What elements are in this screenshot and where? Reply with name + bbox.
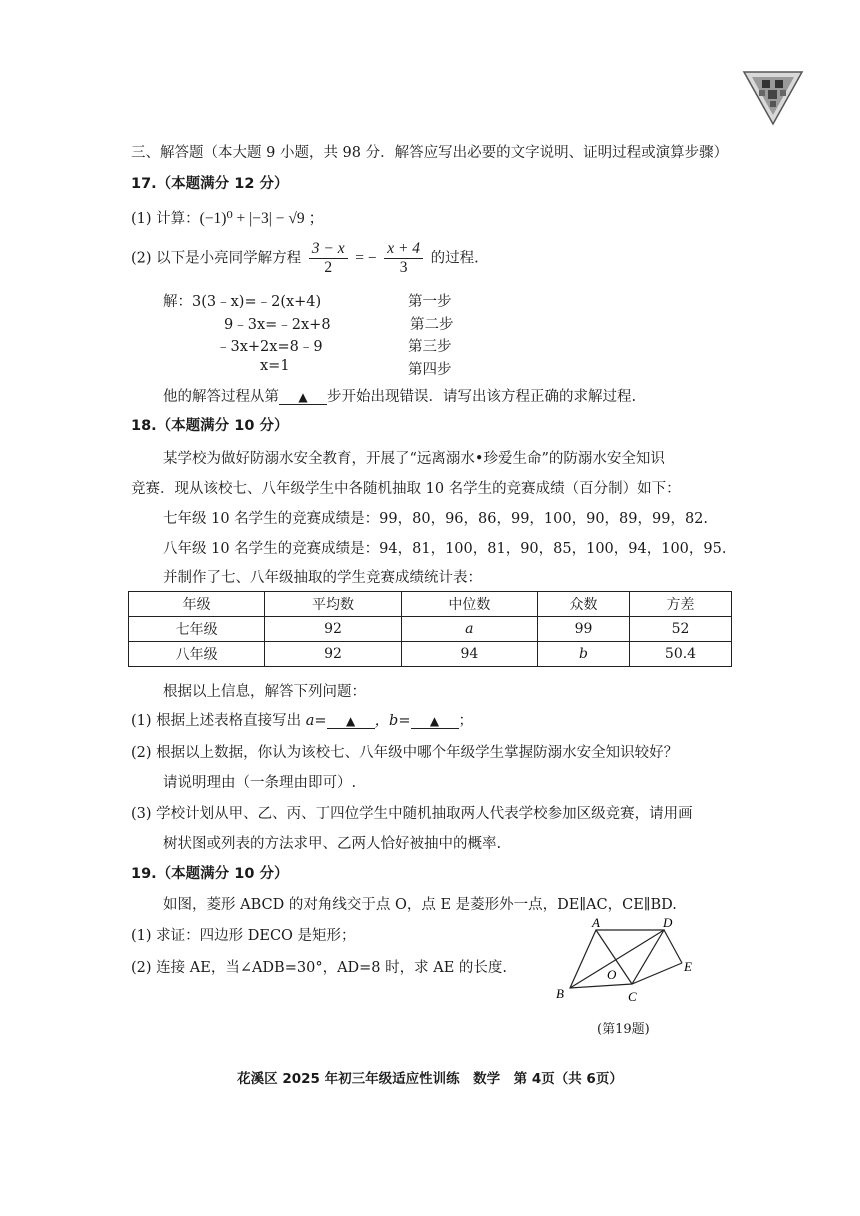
q18-part3-line2: 树状图或列表的方法求甲、乙两人恰好被抽中的概率. (163, 836, 502, 852)
q17-part1-label: (1) 计算： (131, 211, 200, 227)
solution-step: 解：3(3﹣x)=﹣2(x+4) (163, 294, 322, 310)
table-cell: 50.4 (629, 642, 731, 667)
q18-grade8-scores: 八年级 10 名学生的竞赛成绩是：94，81，100，81，90，85，100，94，100，95. (163, 541, 727, 557)
q18-part1: (1) 根据上述表格直接写出 a= ▲ ，b= ▲ ； (131, 713, 473, 729)
q18-part2-line2: 请说明理由（一条理由即可）. (163, 775, 357, 791)
q17-part1-expr: (−1)⁰ + |−3| − √9 ； (199, 210, 324, 227)
table-header-cell: 平均数 (265, 592, 401, 617)
table-header-cell: 方差 (629, 592, 731, 617)
table-cell: 92 (265, 617, 401, 642)
q19-part1: (1) 求证：四边形 DECO 是矩形； (131, 928, 356, 944)
stats-table (128, 591, 732, 667)
label-C: C (628, 989, 637, 1004)
q18-grade7-scores: 七年级 10 名学生的竞赛成绩是：99，80，96，86，99，100，90，89，99，82. (163, 511, 709, 527)
table-header-cell: 众数 (538, 592, 630, 617)
q17-part1 (131, 206, 324, 228)
solution-step: x=1 (260, 358, 290, 374)
table-row (129, 642, 732, 667)
table-cell: 七年级 (129, 617, 265, 642)
table-cell: 92 (265, 642, 401, 667)
q18-intro-line1: 某学校为做好防溺水安全教育，开展了“远离溺水•珍爱生命”的防溺水安全知识 (163, 451, 665, 467)
q18-title: 18.（本题满分 10 分） (131, 418, 289, 434)
q19-part2: (2) 连接 AE，当∠ADB=30°，AD=8 时，求 AE 的长度. (131, 960, 508, 976)
label-B: B (556, 986, 564, 1001)
table-header-cell: 中位数 (401, 592, 537, 617)
figure-caption: (第19题) (597, 1022, 650, 1037)
table-header-cell: 年级 (129, 592, 265, 617)
step-label: 第一步 (408, 294, 452, 310)
section-title: 三、解答题（本大题 9 小题，共 98 分．解答应写出必要的文字说明、证明过程或演算步骤） (131, 145, 729, 161)
step-label: 第四步 (408, 362, 452, 378)
step-label: 第二步 (410, 317, 454, 333)
fraction-1: $\frac{3 - x}{2}$ (309, 240, 348, 277)
label-O: O (607, 967, 617, 982)
label-A: A (592, 916, 600, 930)
solution-step: ﹣3x+2x=8﹣9 (216, 339, 323, 355)
school-logo-icon (742, 66, 804, 128)
q18-intro-line2: 竞赛．现从该校七、八年级学生中各随机抽取 10 名学生的竞赛成绩（百分制）如下： (131, 481, 681, 497)
table-cell: 94 (401, 642, 537, 667)
table-cell: b (538, 642, 630, 667)
q18-part2-line1: (2) 根据以上数据，你认为该校七、八年级中哪个年级学生掌握防溺水安全知识较好？ (131, 745, 679, 761)
answer-blank: ▲ (279, 390, 327, 405)
q18-part3-line1: (3) 学校计划从甲、乙、丙、丁四位学生中随机抽取两人代表学校参加区级竞赛，请用画 (131, 806, 693, 822)
rhombus-figure (548, 916, 708, 1022)
q18-after-table: 根据以上信息，解答下列问题： (163, 684, 366, 700)
q17-part2: (2) 以下是小亮同学解方程 $\frac{3 - x}{2}$ = − $\frac{x + 4}{3}$ 的过程. (131, 240, 479, 276)
table-row (129, 617, 732, 642)
label-E: E (684, 959, 692, 974)
table-header-row (129, 592, 732, 617)
table-cell: 八年级 (129, 642, 265, 667)
label-D: D (663, 916, 673, 930)
answer-blank: ▲ (327, 714, 375, 729)
q18-table-intro: 并制作了七、八年级抽取的学生竞赛成绩统计表： (163, 570, 482, 586)
page-footer: 花溪区 2025 年初三年级适应性训练 数学 第 4页（共 6页） (237, 1071, 623, 1087)
q17-part2-label: (2) 以下是小亮同学解方程 (131, 250, 302, 267)
step-label: 第三步 (408, 339, 452, 355)
table-cell: 52 (629, 617, 731, 642)
q19-title: 19.（本题满分 10 分） (131, 866, 289, 882)
fraction-2: $\frac{x + 4}{3}$ (384, 240, 423, 277)
answer-blank: ▲ (411, 714, 459, 729)
q19-intro: 如图，菱形 ABCD 的对角线交于点 O，点 E 是菱形外一点，DE∥AC，CE∥BD. (163, 897, 677, 913)
table-cell: a (401, 617, 537, 642)
solution-step: 9﹣3x=﹣2x+8 (224, 317, 331, 333)
q17-error-line: 他的解答过程从第 ▲ 步开始出现错误．请写出该方程正确的求解过程. (163, 389, 637, 405)
q17-title: 17.（本题满分 12 分） (131, 176, 289, 192)
table-cell: 99 (538, 617, 630, 642)
